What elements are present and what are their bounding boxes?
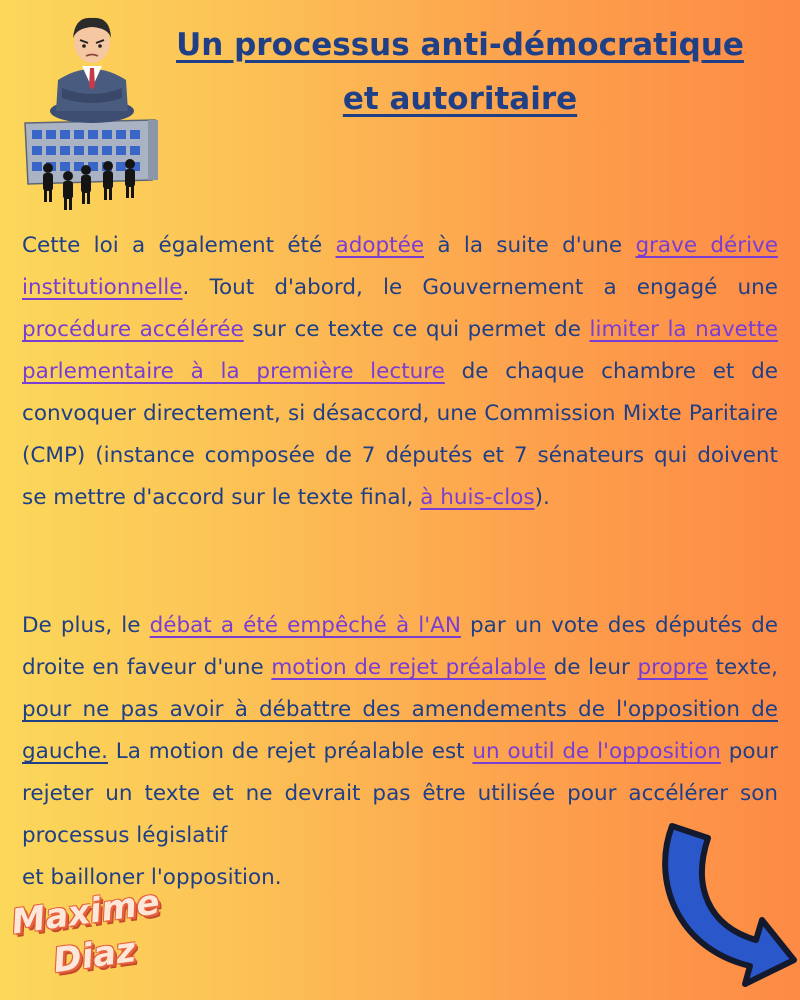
- text-segment: texte,: [707, 655, 778, 680]
- politician-on-building-illustration: [20, 8, 160, 213]
- text-segment: de leur: [546, 655, 638, 680]
- highlight-procedure-acceleree: procédure accélérée: [22, 317, 244, 342]
- highlight-navette-parlementaire: limiter la navette parlementaire à la première lecture: [22, 317, 778, 384]
- highlight-debat-empeche: débat a été empêché à l'AN: [149, 613, 461, 638]
- highlight-propre: propre: [637, 655, 708, 680]
- text-segment: par un vote des députés de droite en faveur d'une: [22, 613, 778, 680]
- highlight-adoptee: adoptée: [335, 233, 425, 258]
- highlight-outil-opposition: un outil de l'opposition: [472, 739, 721, 764]
- text-segment: pour rejeter un texte et ne devrait pas être utilisée pour accélérer son processus législatif: [22, 739, 778, 848]
- highlight-motion-rejet: motion de rejet préalable: [271, 655, 547, 680]
- highlight-derive-institutionnelle: grave dérive institutionnelle: [22, 233, 779, 300]
- text-segment: sur ce texte ce qui permet de: [243, 317, 590, 342]
- highlight-huis-clos: à huis-clos: [420, 485, 535, 510]
- text-segment: La motion de rejet préalable est: [107, 739, 473, 764]
- title-line-1: Un processus anti-démocratique: [176, 27, 744, 63]
- title-line-2: et autoritaire: [342, 81, 578, 117]
- page-title: [140, 18, 780, 126]
- text-segment: et bailloner l'opposition.: [22, 865, 282, 890]
- paragraph-procedure: [22, 225, 778, 519]
- text-segment: Cette loi a également été: [22, 233, 336, 258]
- text-segment: à la suite d'une: [424, 233, 636, 258]
- curved-arrow-icon: [650, 808, 800, 993]
- underline-amendements: pour ne pas avoir à débattre des amendements de l'opposition de gauche.: [22, 697, 778, 764]
- text-segment: de chaque chambre et de convoquer directement, si désaccord, une Commission Mixte Paritaire (CMP) (instance composée de 7 députés et 7 sénateurs qui doivent se mettre d'accord sur le texte final,: [22, 359, 778, 510]
- man-icon: [50, 18, 134, 123]
- signature-line-1: Maxime: [9, 882, 163, 943]
- signature-line-2: Diaz: [50, 929, 139, 982]
- text-segment: De plus, le: [22, 613, 150, 638]
- text-segment: ).: [534, 485, 550, 510]
- text-segment: . Tout d'abord, le Gouvernement a engagé une: [182, 275, 778, 300]
